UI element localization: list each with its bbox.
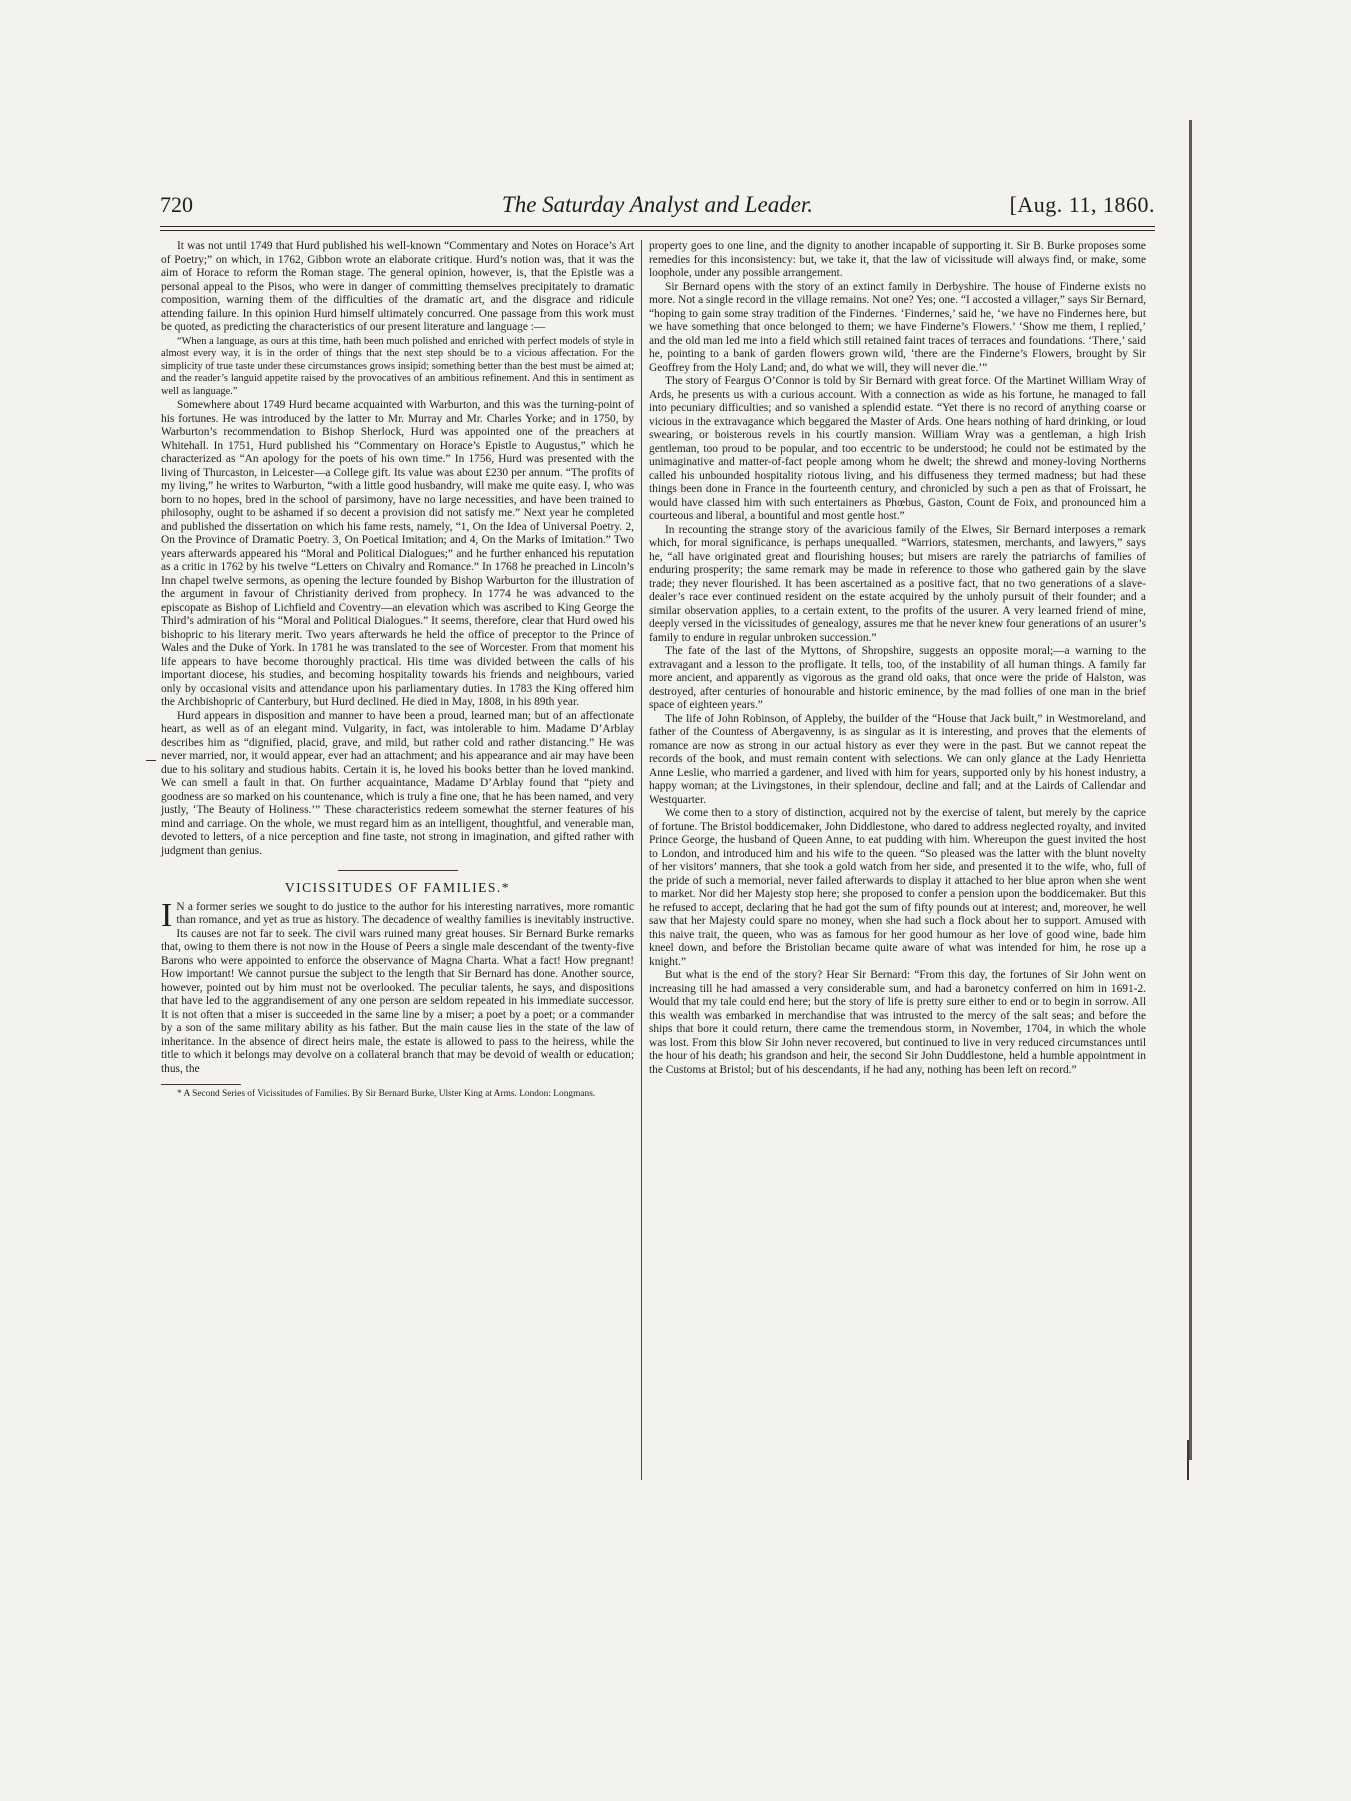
drop-cap: I: [161, 896, 173, 934]
page-number: 720: [160, 192, 193, 217]
footnote: * A Second Series of Vicissitudes of Families. By Sir Bernard Burke, Ulster King at Arms. London: Longmans.: [177, 1089, 596, 1100]
paragraph: We come then to a story of distinction, acquired not by the exercise of talent, but merely by the caprice of fortune. The Bristol boddicemaker, John Diddlestone, who dared to address neglected royalty, and invited Prince George, the husband of Queen Anne, to eat pudding with him. Whereupon the guest invited the host to London, and introduced him and his wife to the queen. “So pleased was the latter with the blunt novelty of her visitors’ manners, that she took a gold watch from her side, and presented it to the wife, who, full of the pride of such a memorial, never failed afterwards to display it attached to her blue apron when she went to market. Nor did her Majesty stop here; she proposed to confer a pension upon the boddicemaker. But this he refused to accept, declaring that he had got the sum of fifty pounds out at interest; and, moreover, he well saw that her Majesty could spare no money, when she had such a flock about her to support. Amused with this naive trait, the queen, who was as famous for her good humour as her love of good wine, bade him kneel down, and before the Bristolian became quite aware of what was intended for him, he rose up a knight.”: [649, 807, 1146, 968]
margin-tick-mark: [1187, 1440, 1189, 1480]
header-rule-bottom: [160, 230, 1155, 231]
margin-tick-mark: [146, 760, 156, 761]
footnote-divider: [161, 1084, 241, 1085]
article-opening: [161, 896, 634, 1077]
paragraph: The fate of the last of the Myttons, of Shropshire, suggests an opposite moral;—a warning to the extravagant and a lesson to the profligate. It tells, too, of the instability of all human things. A family far more ancient, and apparently as vigorous as the grand old oaks, that once were the pride of Halston, was destroyed, after centuries of honourable and historic eminence, by the mad follies of one man in the brief space of eighteen years.”: [649, 645, 1146, 711]
block-quote: “When a language, as ours at this time, hath been much polished and enriched with perfect models of style in almost every way, it is in the order of things that the next step should be to a vicious affectation. For the simplicity of true taste under these circumstances grows insipid; something better than the best must be aimed at; and the reader’s languid appetite raised by the provocatives of an ambitious refinement. And this in sentiment as well as language.”: [161, 335, 634, 397]
column-divider: [641, 240, 642, 1480]
paragraph: It was not until 1749 that Hurd published his well-known “Commentary and Notes on Horace’s Art of Poetry;” on which, in 1762, Gibbon wrote an elaborate critique. Hurd’s notion was, that it was the aim of Horace to reform the Roman stage. The general opinion, however, is, that the Epistle was a personal appeal to the Pisos, who were in danger of committing themselves precipitately to dramatic composition, warning them of the difficulties of the dramatic art, and the disgrace and ridicule attending failure. In this opinion Hurd himself ultimately concurred. One passage from this work must be quoted, as predicting the characteristics of our present literature and language :—: [161, 240, 634, 333]
paragraph: Somewhere about 1749 Hurd became acquainted with Warburton, and this was the turning-point of his fortunes. He was introduced by the latter to Mr. Murray and Mr. Charles Yorke; and in 1750, by Warburton’s recommendation to Bishop Sherlock, Hurd was appointed one of the preachers at Whitehall. In 1751, Hurd published his “Commentary on Horace’s Epistle to Augustus,” which he characterized as “An apology for the poets of his own time.” In 1756, Hurd was presented with the living of Thurcaston, in Leicester—a College gift. Its value was about £230 per annum. “The profits of my living,” he writes to Warburton, “with a little good husbandry, will make me quite easy. I, who was born to no hopes, bred in the school of parsimony, have no large necessities, and have been trained to philosophy, ought to be ashamed if so decent a provision did not satisfy me.” Next year he completed and published the dissertation on which his fame rests, namely, “1, On the Idea of Universal Poetry. 2, On the Province of Dramatic Poetry. 3, On Poetical Imitation; and 4, On the Marks of Imitation.” Two years afterwards appeared his “Moral and Political Dialogues;” and he further enhanced his reputation as a critic in 1762 by his twelve “Letters on Chivalry and Romance.” In 1768 he preached in Lincoln’s Inn chapel twelve sermons, as opening the lecture founded by Bishop Warburton for the illustration of the argument in favour of Christianity derived from prophecy. In 1774 he was advanced to the episcopate as Bishop of Lichfield and Coventry—an elevation which was ascribed to King George the Third’s admiration of his “Moral and Political Dialogues.” It seems, therefore, clear that Hurd owed his bishopric to his literary merit. Two years afterwards he held the office of preceptor to the Prince of Wales and the Duke of York. In 1781 he was translated to the see of Worcester. From that moment his life appears to have become thoroughly practical. His time was divided between the calls of his important diocese, his studies, and becoming hospitality towards his friends and neighbours, varied only by occasional visits and attendance upon his parliamentary duties. In 1783 the King offered him the Archbishopric of Canterbury, but Hurd declined. He died in May, 1808, in his 89th year.: [161, 399, 634, 709]
section-title: VICISSITUDES OF FAMILIES.*: [284, 880, 511, 896]
journal-title: The Saturday Analyst and Leader.: [501, 192, 814, 217]
right-column: [649, 240, 1146, 1077]
page-header: [160, 192, 1155, 222]
paragraph: Sir Bernard opens with the story of an extinct family in Derbyshire. The house of Finderne exists no more. Not a single record in the village remains. Not one? Yes; one. “I accosted a villager,” says Sir Bernard, “hoping to gain some stray tradition of the Findernes. ‘Findernes,’ said he, ‘we have no Findernes here, but we have something that once belonged to them; we have Finderne’s Flowers.’ ‘Show me them, I replied,’ and the old man led me into a field which still retained faint traces of terraces and foundations. ‘There,’ said he, pointing to a bank of garden flowers grown wild, ‘there are the Finderne’s Flowers, brought by Sir Geoffrey from the Holy Land; and, do what we will, they will never die.’”: [649, 280, 1146, 374]
binding-edge-mark: [1189, 120, 1192, 1460]
paragraph: But what is the end of the story? Hear Sir Bernard: “From this day, the fortunes of Sir John went on increasing till he had amassed a very considerable sum, and had a baronetcy conferred on him in 1691-2. Would that my tale could end here; but the story of life is pretty sure either to end or to begin in sorrow. All this wealth was embarked in merchandise that was intrusted to the mercy of the salt seas; and before the ships that bore it could return, there came the tremendous storm, in November, 1704, in which the whole was lost. From this blow Sir John never recovered, but continued to live in very reduced circumstances until the hour of his death; his grandson and heir, the second Sir John Duddlestone, held a humble appointment in the Customs at Bristol; but of his descendants, if he had any, nothing has been left on record.”: [649, 969, 1146, 1076]
paragraph: In recounting the strange story of the avaricious family of the Elwes, Sir Bernard interposes a remark which, for moral significance, is perhaps unequalled. “Warriors, statesmen, merchants, and lawyers,” says he, “all have originated great and flourishing houses; but misers are rarely the patriarchs of families of enduring prosperity; the same remark may be made in reference to those who gathered gain by the slave trade; they never flourished. It has been ascertained as a positive fact, that no two generations of a slave-dealer’s race ever continued resident on the estate acquired by the unholy pursuit of their founder; and a similar observation applies, to a certain extent, to the profits of the usurer. A very learned friend of mine, deeply versed in the vicissitudes of genealogy, assures me that he never knew four generations of an usurer’s family to endure in regular unbroken succession.”: [649, 523, 1146, 644]
header-rule-top: [160, 226, 1155, 227]
paragraph: Hurd appears in disposition and manner to have been a proud, learned man; but of an affectionate heart, as well as of an elegant mind. Vulgarity, in fact, was intolerable to him. Madame D’Arblay describes him as “dignified, placid, grave, and mild, but rather cold and rather distancing.” He was never married, nor, it would appear, ever had an attachment; and his appearance and air may have been due to his solitary and studious habits. Certain it is, he loved his books better than he loved mankind. We can smell a fault in that. On further acquaintance, Madame D’Arblay found that “piety and goodness are so marked on his countenance, which is truly a fine one, that he has been named, and very justly, ‘The Beauty of Holiness.’” These characteristics redeem somewhat the sterner features of his mind and carriage. On the whole, we must regard him as an intelligent, thoughtful, and venerable man, devoted to letters, of a nice perception and fine taste, not strong in imagination, and gifted rather with judgment than genius.: [161, 709, 634, 857]
paragraph: N a former series we sought to do justice to the author for his interesting narratives, more romantic than romance, and yet as true as history. The decadence of wealthy families is inevitably instructive. Its causes are not far to seek. The civil wars ruined many great houses. Sir Bernard Burke remarks that, owing to them there is not now in the House of Peers a single male descendant of the twenty-five Barons who were appointed to enforce the observance of Magna Charta. What a fact! How pregnant! How important! We cannot pursue the subject to the length that Sir Bernard has done. Another source, however, pointed out by him must not be overlooked. The peculiar talents, he says, and dispositions that have led to the aggrandisement of any one person are seldom repeated in his immediate successor. It is not often that a miser is succeeded in the same line by a miser; a poet by a poet; or a commander by a son of the same military ability as his father. But the main cause lies in the state of the law of inheritance. In the absence of direct heirs male, the estate is allowed to pass to the heiress, while the title to which it belongs may devolve on a collateral branch that may be devoid of wealth or education; thus, the: [161, 900, 634, 1075]
paragraph: The life of John Robinson, of Appleby, the builder of the “House that Jack built,” in Westmoreland, and father of the Countess of Abergavenny, is as singular as it is interesting, and proves that the elements of romance are now as strong in our actual history as ever they were in the past. But we cannot repeat the records of the book, and must remain content with selections. We can only glance at the Lady Henrietta Anne Leslie, who married a gardener, and lived with him for years, supported only by his honest industry, a happy woman; at the Livingstones, in their splendour, decline and fall; and at the Lairds of Callendar and Westquarter.: [649, 712, 1146, 806]
section-divider: [338, 870, 458, 871]
issue-date: [Aug. 11, 1860.: [1009, 192, 1155, 217]
section-heading: [161, 870, 634, 895]
paragraph: The story of Feargus O’Connor is told by Sir Bernard with great force. Of the Martinet William Wray of Ards, he presents us with a curious account. With a connection as wide as his fortune, he managed to fall into pecuniary difficulties; and so vanished a splendid estate. “Yet there is no record of anything coarse or vicious in the extravagance which beggared the Master of Ards. One hears nothing of hard drinking, or loud swearing, or boisterous revels in his courtly mansion. William Wray was a gentleman, a high Irish gentleman, too proud to be popular, and too eccentric to be understood; he could not be estimated by the unimaginative and matter-of-fact people among whom he dwelt; the shrewd and money-loving Northerns called his unbounded hospitality riotous living, and his diffuseness they termed madness; but had these things been done in France in the fourteenth century, and chronicled by such a pen as that of Froissart, he would have classed him with such entertainers as Phœbus, Gaston, Count de Foix, and pronounced him a courteous and liberal, a bountiful and most gentle host.”: [649, 375, 1146, 522]
left-column: [161, 240, 634, 1101]
paragraph: property goes to one line, and the dignity to another incapable of supporting it. Sir B. Burke proposes some remedies for this inconsistency: but, we take it, that the law of vicissitude will always find, or make, some loophole, under any possible arrangement.: [649, 240, 1146, 279]
